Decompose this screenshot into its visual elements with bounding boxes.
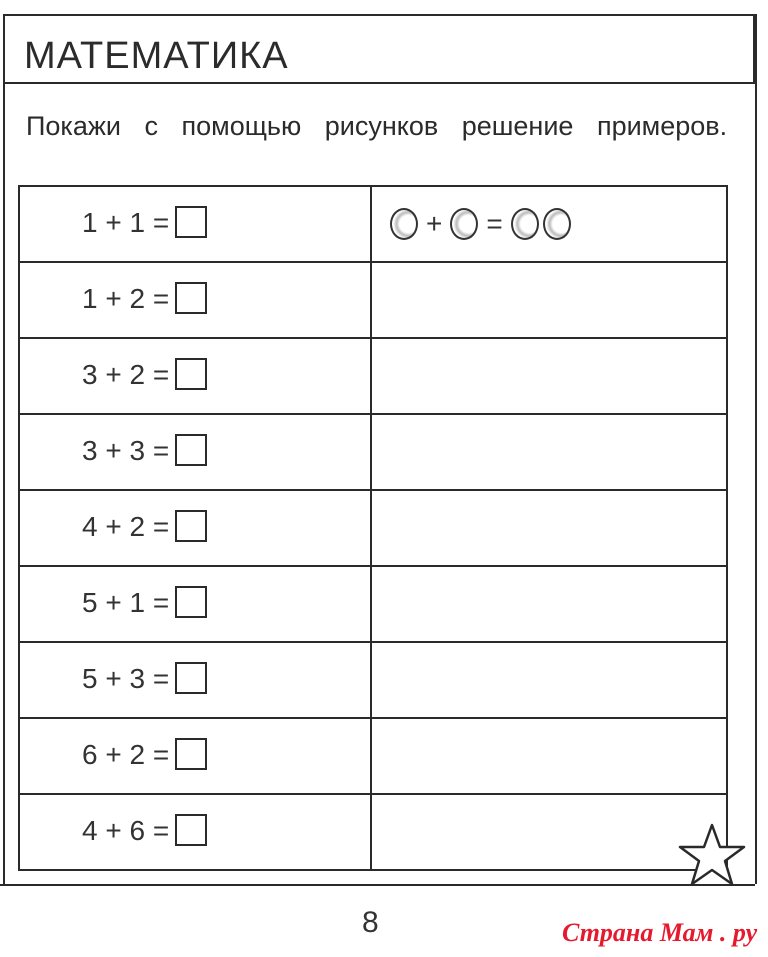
- circle-icon: [450, 208, 478, 240]
- circle-icon: [390, 208, 418, 240]
- expression-text: 1 + 1 =: [82, 207, 170, 239]
- instruction-text: Покажи с помощью рисунков решение примеров.: [26, 111, 728, 141]
- star-icon: [676, 822, 748, 888]
- expression-text: 1 + 2 =: [82, 283, 170, 315]
- answer-box[interactable]: [175, 510, 207, 542]
- circle-icon: [511, 208, 539, 240]
- table-row: [19, 338, 727, 414]
- table-row: [19, 186, 727, 262]
- answer-box[interactable]: [175, 282, 207, 314]
- bottom-border: [0, 884, 755, 886]
- watermark: Страна Мам . ру: [562, 918, 758, 947]
- exercise-cell: [19, 490, 371, 566]
- exercise-cell: [19, 642, 371, 718]
- exercise-table: [18, 185, 728, 871]
- answer-box[interactable]: [175, 206, 207, 238]
- exercise-cell: [19, 566, 371, 642]
- drawing-cell[interactable]: [371, 414, 727, 490]
- expression-text: 5 + 1 =: [82, 587, 170, 619]
- answer-box[interactable]: [175, 358, 207, 390]
- drawing-cell[interactable]: [371, 566, 727, 642]
- expression-text: 3 + 3 =: [82, 435, 170, 467]
- table-row: [19, 414, 727, 490]
- table-row: [19, 642, 727, 718]
- plus-sign: +: [426, 208, 443, 239]
- answer-box[interactable]: [175, 738, 207, 770]
- exercise-cell: [19, 794, 371, 870]
- expression-text: 4 + 6 =: [82, 815, 170, 847]
- drawing-cell[interactable]: [371, 490, 727, 566]
- table-row: [19, 718, 727, 794]
- equals-sign: =: [486, 208, 503, 239]
- answer-box[interactable]: [175, 434, 207, 466]
- exercise-cell: [19, 186, 371, 262]
- drawing-cell[interactable]: [371, 794, 727, 870]
- table-row: [19, 490, 727, 566]
- drawing-cell[interactable]: [371, 718, 727, 794]
- exercise-cell: [19, 718, 371, 794]
- drawing-cell[interactable]: [371, 262, 727, 338]
- answer-box[interactable]: [175, 662, 207, 694]
- table-row: [19, 262, 727, 338]
- table-row: [19, 794, 727, 870]
- drawing-cell[interactable]: [371, 186, 727, 262]
- circle-icon: [543, 208, 571, 240]
- expression-text: 5 + 3 =: [82, 663, 170, 695]
- exercise-cell: [19, 414, 371, 490]
- page-title: МАТЕМАТИКА: [24, 35, 289, 77]
- exercise-cell: [19, 262, 371, 338]
- drawing-cell[interactable]: [371, 338, 727, 414]
- example-drawing: [372, 208, 726, 240]
- answer-box[interactable]: [175, 814, 207, 846]
- exercise-cell: [19, 338, 371, 414]
- answer-box[interactable]: [175, 586, 207, 618]
- expression-text: 6 + 2 =: [82, 739, 170, 771]
- expression-text: 3 + 2 =: [82, 359, 170, 391]
- table-row: [19, 566, 727, 642]
- page-number: 8: [362, 906, 379, 939]
- drawing-cell[interactable]: [371, 642, 727, 718]
- expression-text: 4 + 2 =: [82, 511, 170, 543]
